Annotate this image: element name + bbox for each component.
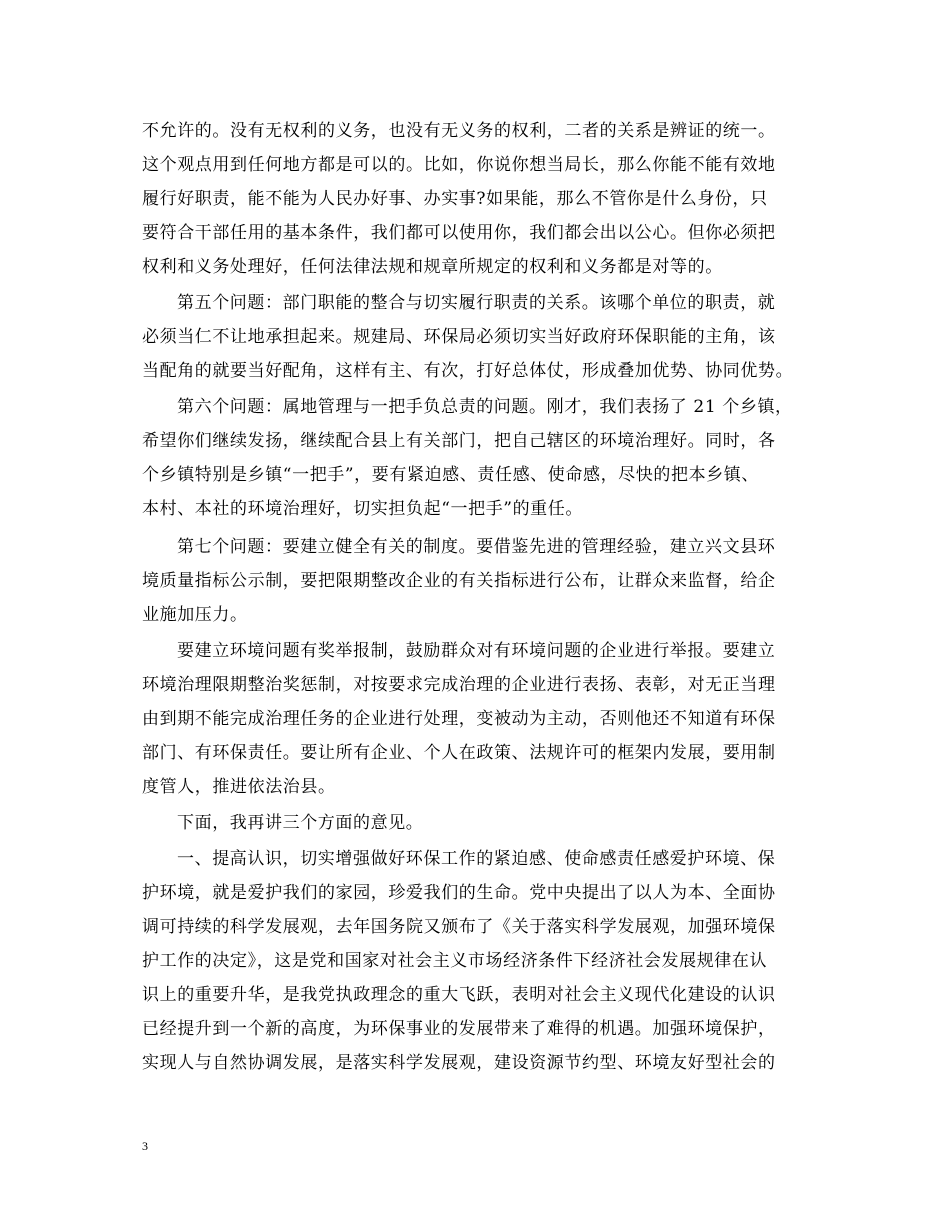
paragraph-first-line: 一、提高认识，切实增强做好环保工作的紧迫感、使命感责任感爱护环境、保 xyxy=(177,849,776,869)
text-line: 权利和义务处理好，任何法律法规和规章所规定的权利和义务都是对等的。 xyxy=(142,257,723,277)
text-line: 护工作的决定》，这是党和国家对社会主义市场经济条件下经济社会发展规律在认 xyxy=(142,951,768,971)
paragraph-first-line: 第五个问题：部门职能的整合与切实履行职责的关系。该哪个单位的职责，就 xyxy=(177,293,776,313)
text-line: 本村、本社的环境治理好，切实担负起“一把手”的重任。 xyxy=(142,499,583,519)
text-line: 护环境，就是爱护我们的家园，珍爱我们的生命。党中央提出了以人为本、全面协 xyxy=(142,883,776,903)
text-line: 个乡镇特别是乡镇“一把手”，要有紧迫感、责任感、使命感，尽快的把本乡镇、 xyxy=(142,465,759,485)
text-line: 希望你们继续发扬，继续配合县上有关部门，把自己辖区的环境治理好。同时，各 xyxy=(142,431,776,451)
text-line: 由到期不能完成治理任务的企业进行处理，变被动为主动，否则他还不知道有环保 xyxy=(142,709,776,729)
text-line: 履行好职责，能不能为人民办好事、办实事?如果能，那么不管你是什么身份，只 xyxy=(142,189,768,209)
text-line: 调可持续的科学发展观，去年国务院又颁布了《关于落实科学发展观，加强环境保 xyxy=(142,917,776,937)
text-line: 已经提升到一个新的高度，为环保事业的发展带来了难得的机遇。加强环境保护， xyxy=(142,1019,776,1039)
text-line: 当配角的就要当好配角，这样有主、有次，打好总体仗，形成叠加优势、协同优势。 xyxy=(142,361,794,381)
text-line: 度管人，推进依法治县。 xyxy=(142,777,336,797)
text-line: 境质量指标公示制，要把限期整改企业的有关指标进行公布，让群众来监督，给企 xyxy=(142,571,776,591)
text-line: 必须当仁不让地承担起来。规建局、环保局必须切实当好政府环保职能的主角，该 xyxy=(142,327,776,347)
paragraph-first-line: 第六个问题：属地管理与一把手负总责的问题。刚才，我们表扬了 21 个乡镇， xyxy=(177,397,793,417)
text-line: 环境治理限期整治奖惩制，对按要求完成治理的企业进行表扬、表彰，对无正当理 xyxy=(142,675,776,695)
text-line: 不允许的。没有无权利的义务，也没有无义务的权利，二者的关系是辨证的统一。 xyxy=(142,121,776,141)
paragraph-first-line: 要建立环境问题有奖举报制，鼓励群众对有环境问题的企业进行举报。要建立 xyxy=(177,641,776,661)
page-number: 3 xyxy=(142,1139,148,1153)
text-line: 实现人与自然协调发展，是落实科学发展观，建设资源节约型、环境友好型社会的 xyxy=(142,1053,776,1073)
text-line: 业施加压力。 xyxy=(142,605,248,625)
paragraph-first-line: 下面，我再讲三个方面的意见。 xyxy=(177,813,424,833)
text-line: 部门、有环保责任。要让所有企业、个人在政策、法规许可的框架内发展，要用制 xyxy=(142,743,776,763)
text-line: 识上的重要升华，是我党执政理念的重大飞跃，表明对社会主义现代化建设的认识 xyxy=(142,985,776,1005)
text-line: 要符合干部任用的基本条件，我们都可以使用你，我们都会出以公心。但你必须把 xyxy=(142,223,776,243)
paragraph-first-line: 第七个问题：要建立健全有关的制度。要借鉴先进的管理经验，建立兴文县环 xyxy=(177,537,776,557)
text-line: 这个观点用到任何地方都是可以的。比如，你说你想当局长，那么你能不能有效地 xyxy=(142,155,776,175)
